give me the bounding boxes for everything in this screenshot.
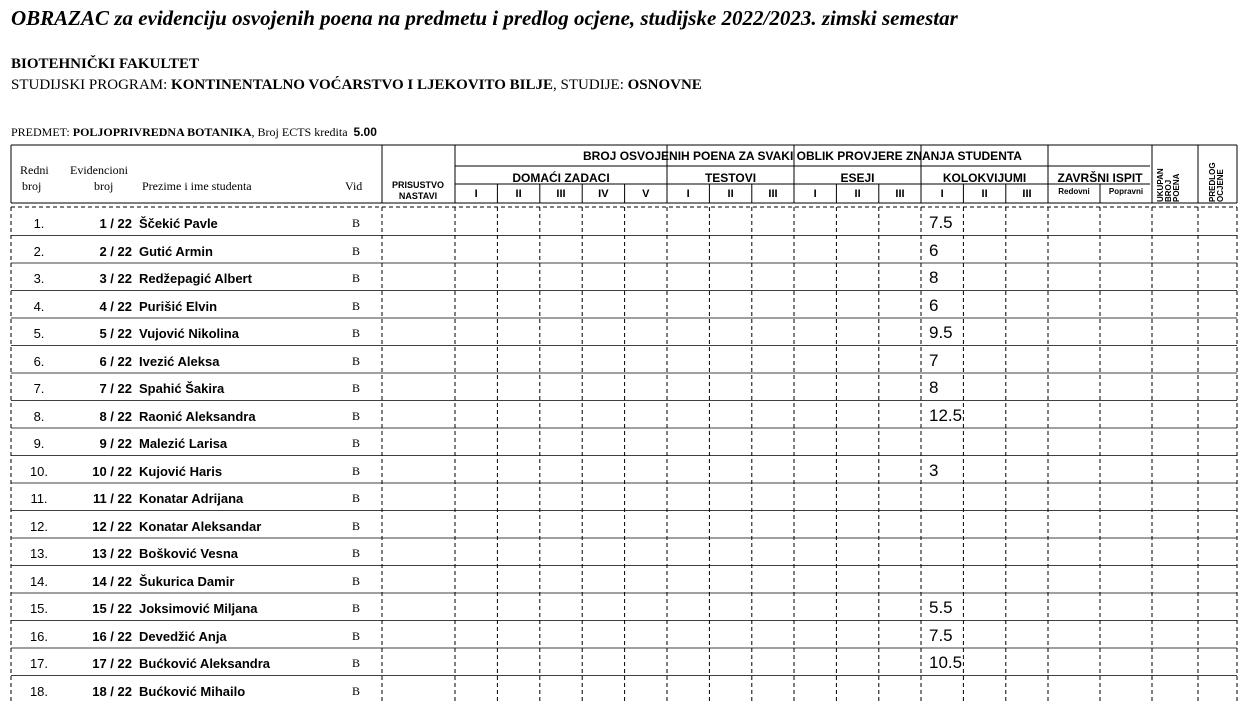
kolokvijum-1-points: 8 bbox=[929, 378, 939, 397]
study-type: B bbox=[351, 491, 360, 505]
evidence-number: 5 / 22 bbox=[99, 326, 132, 341]
study-type: B bbox=[351, 408, 360, 423]
study-type: B bbox=[351, 683, 360, 698]
header-redovni: Redovni bbox=[1058, 187, 1090, 196]
evidence-number: 18 / 22 bbox=[92, 683, 132, 699]
ects-label: , Broj ECTS kredita bbox=[251, 125, 348, 139]
study-type: B bbox=[351, 298, 360, 313]
header-redni-1: Redni bbox=[20, 163, 49, 177]
table-row bbox=[0, 209, 1243, 236]
study-type: B bbox=[351, 628, 360, 643]
study-type: B bbox=[351, 518, 360, 533]
table-row bbox=[0, 457, 1243, 484]
header-predlog: PREDLOG OCJENE bbox=[1208, 162, 1225, 202]
evidence-number: 15 / 22 bbox=[92, 601, 132, 616]
subject-name: POLJOPRIVREDNA BOTANIKA bbox=[72, 125, 252, 139]
kolokvijum-1-points: 3 bbox=[929, 460, 939, 480]
header-sub-testovi-3: III bbox=[768, 188, 778, 200]
table-row bbox=[0, 429, 1243, 456]
student-name: Ivezić Aleksa bbox=[139, 353, 220, 369]
table-row bbox=[0, 594, 1243, 621]
table-row bbox=[0, 347, 1243, 374]
kolokvijum-1-points: 7.5 bbox=[929, 213, 953, 232]
kolokvijum-1-points: 6 bbox=[929, 295, 939, 315]
student-number: 16. bbox=[29, 628, 49, 644]
student-name: Konatar Adrijana bbox=[139, 491, 244, 506]
studies-type: OSNOVNE bbox=[627, 77, 702, 93]
student-number: 14. bbox=[29, 573, 49, 589]
table-row bbox=[0, 649, 1243, 676]
student-name: Konatar Aleksandar bbox=[139, 518, 262, 534]
study-type: B bbox=[351, 546, 360, 560]
study-type: B bbox=[351, 463, 360, 478]
kolokvijum-1-points: 7.5 bbox=[929, 625, 953, 645]
header-sub-kol-1: I bbox=[940, 188, 944, 200]
student-number: 2. bbox=[33, 243, 45, 259]
evidence-number: 4 / 22 bbox=[99, 298, 132, 314]
header-sub-kol-2: II bbox=[981, 188, 988, 200]
evidence-number: 8 / 22 bbox=[99, 408, 132, 424]
header-name-col: Prezime i ime studenta bbox=[142, 179, 252, 193]
subject-label: PREDMET: bbox=[11, 125, 70, 139]
kolokvijum-1-points: 10.5 bbox=[929, 653, 963, 672]
evidence-number: 7 / 22 bbox=[99, 381, 132, 396]
student-number: 8. bbox=[33, 408, 45, 424]
evidence-number: 17 / 22 bbox=[92, 656, 132, 671]
header-sub-domaci-3: III bbox=[556, 188, 566, 200]
evidence-number: 13 / 22 bbox=[92, 546, 132, 561]
table-row bbox=[0, 567, 1243, 594]
student-number: 3. bbox=[33, 271, 45, 286]
table-row bbox=[0, 402, 1243, 429]
header-redni-2: broj bbox=[22, 179, 42, 193]
header-evid-2: broj bbox=[94, 179, 114, 193]
student-number: 9. bbox=[33, 436, 45, 451]
study-type: B bbox=[351, 436, 360, 450]
student-name: Kujović Haris bbox=[139, 463, 223, 479]
student-name: Bućković Aleksandra bbox=[139, 656, 271, 671]
table-row bbox=[0, 622, 1243, 649]
header-popravni: Popravni bbox=[1108, 187, 1144, 196]
header-sub-domaci-1: I bbox=[474, 188, 478, 200]
program-label: STUDIJSKI PROGRAM: bbox=[11, 77, 168, 93]
header-sub-testovi-1: I bbox=[686, 188, 690, 200]
faculty-name: BIOTEHNIČKI FAKULTET bbox=[11, 56, 199, 72]
header-sub-kol-3: III bbox=[1022, 188, 1032, 200]
kolokvijum-1-points: 8 bbox=[929, 268, 939, 287]
header-sub-testovi-2: II bbox=[727, 188, 734, 200]
studies-label: , STUDIJE: bbox=[553, 77, 624, 93]
study-type: B bbox=[351, 216, 360, 230]
student-name: Bućković Mihailo bbox=[139, 683, 246, 699]
header-domaci: DOMAĆI ZADACI bbox=[512, 171, 610, 185]
header-sub-domaci-2: II bbox=[515, 188, 522, 200]
table-row bbox=[0, 539, 1243, 566]
student-number: 17. bbox=[29, 656, 49, 671]
table-row bbox=[0, 292, 1243, 319]
header-sub-eseji-3: III bbox=[895, 188, 905, 200]
header-sub-eseji-2: II bbox=[854, 188, 861, 200]
kolokvijum-1-points: 5.5 bbox=[929, 598, 953, 617]
header-sub-domaci-4: IV bbox=[598, 188, 609, 200]
study-type: B bbox=[351, 271, 360, 285]
student-name: Raonić Aleksandra bbox=[139, 408, 256, 424]
evidence-number: 9 / 22 bbox=[99, 436, 132, 451]
table-row bbox=[0, 484, 1243, 511]
program-name: KONTINENTALNO VOĆARSTVO I LJEKOVITO BILJE bbox=[171, 77, 554, 93]
header-zavrsni: ZAVRŠNI ISPIT bbox=[1057, 171, 1143, 185]
evidence-number: 1 / 22 bbox=[99, 216, 132, 231]
header-sub-eseji-1: I bbox=[813, 188, 817, 200]
kolokvijum-1-points: 9.5 bbox=[929, 323, 953, 342]
student-name: Šukurica Damir bbox=[139, 573, 235, 589]
ects-value: 5.00 bbox=[353, 125, 377, 139]
student-number: 5. bbox=[33, 326, 45, 341]
evidence-number: 14 / 22 bbox=[92, 573, 132, 589]
study-type: B bbox=[351, 243, 360, 258]
student-name: Spahić Šakira bbox=[139, 381, 225, 396]
header-vid: Vid bbox=[345, 179, 363, 193]
student-name: Vujović Nikolina bbox=[139, 326, 239, 341]
study-type: B bbox=[351, 656, 360, 670]
student-number: 10. bbox=[29, 463, 49, 479]
evidence-number: 10 / 22 bbox=[92, 463, 132, 479]
table-row bbox=[0, 264, 1243, 291]
student-number: 4. bbox=[33, 298, 45, 314]
student-name: Bošković Vesna bbox=[139, 546, 238, 561]
study-type: B bbox=[351, 573, 360, 588]
student-name: Ščekić Pavle bbox=[139, 216, 218, 231]
student-number: 1. bbox=[33, 216, 45, 231]
table-row bbox=[0, 237, 1243, 264]
kolokvijum-1-points: 12.5 bbox=[929, 405, 963, 425]
evidence-number: 6 / 22 bbox=[99, 353, 132, 369]
table-row bbox=[0, 677, 1243, 704]
student-number: 12. bbox=[29, 518, 49, 534]
evidence-number: 3 / 22 bbox=[99, 271, 132, 286]
student-number: 18. bbox=[29, 683, 49, 699]
kolokvijum-1-points: 7 bbox=[929, 350, 939, 370]
student-number: 7. bbox=[33, 381, 45, 396]
table-row bbox=[0, 374, 1243, 401]
student-name: Purišić Elvin bbox=[139, 298, 218, 314]
page-title: OBRAZAC za evidenciju osvojenih poena na predmetu i predlog ocjene, studijske 2022/2023. zimski semestar bbox=[11, 6, 958, 30]
header-evid-1: Evidencioni bbox=[70, 163, 128, 177]
student-number: 6. bbox=[33, 353, 45, 369]
evidence-number: 16 / 22 bbox=[92, 628, 132, 644]
student-name: Redžepagić Albert bbox=[139, 271, 252, 286]
study-type: B bbox=[351, 353, 360, 368]
student-number: 15. bbox=[29, 601, 49, 616]
student-name: Devedžić Anja bbox=[139, 628, 227, 644]
header-prisustvo-1: PRISUSTVO bbox=[391, 180, 444, 190]
evidence-number: 2 / 22 bbox=[99, 243, 132, 259]
header-prisustvo-2: NASTAVI bbox=[398, 191, 438, 201]
evidence-number: 11 / 22 bbox=[92, 491, 132, 506]
header-testovi: TESTOVI bbox=[704, 171, 757, 185]
header-kolokvijumi: KOLOKVIJUMI bbox=[942, 171, 1027, 185]
student-name: Gutić Armin bbox=[139, 243, 213, 259]
evidence-number: 12 / 22 bbox=[92, 518, 132, 534]
student-number: 13. bbox=[29, 546, 49, 561]
header-group-title: BROJ OSVOJENIH POENA ZA SVAKI OBLIK PROVJERE ZNANJA STUDENTA bbox=[583, 149, 1022, 163]
table-row bbox=[0, 319, 1243, 346]
student-number: 11. bbox=[30, 491, 48, 506]
table-row bbox=[0, 512, 1243, 539]
student-name: Joksimović Miljana bbox=[139, 601, 258, 616]
kolokvijum-1-points: 6 bbox=[929, 240, 939, 260]
header-ukupan: UKUPAN BROJ POENA bbox=[1156, 168, 1181, 202]
study-type: B bbox=[351, 381, 360, 395]
header-sub-domaci-5: V bbox=[642, 188, 650, 200]
study-type: B bbox=[351, 601, 360, 615]
study-type: B bbox=[351, 326, 360, 340]
student-name: Malezić Larisa bbox=[139, 436, 228, 451]
header-eseji: ESEJI bbox=[840, 171, 875, 185]
